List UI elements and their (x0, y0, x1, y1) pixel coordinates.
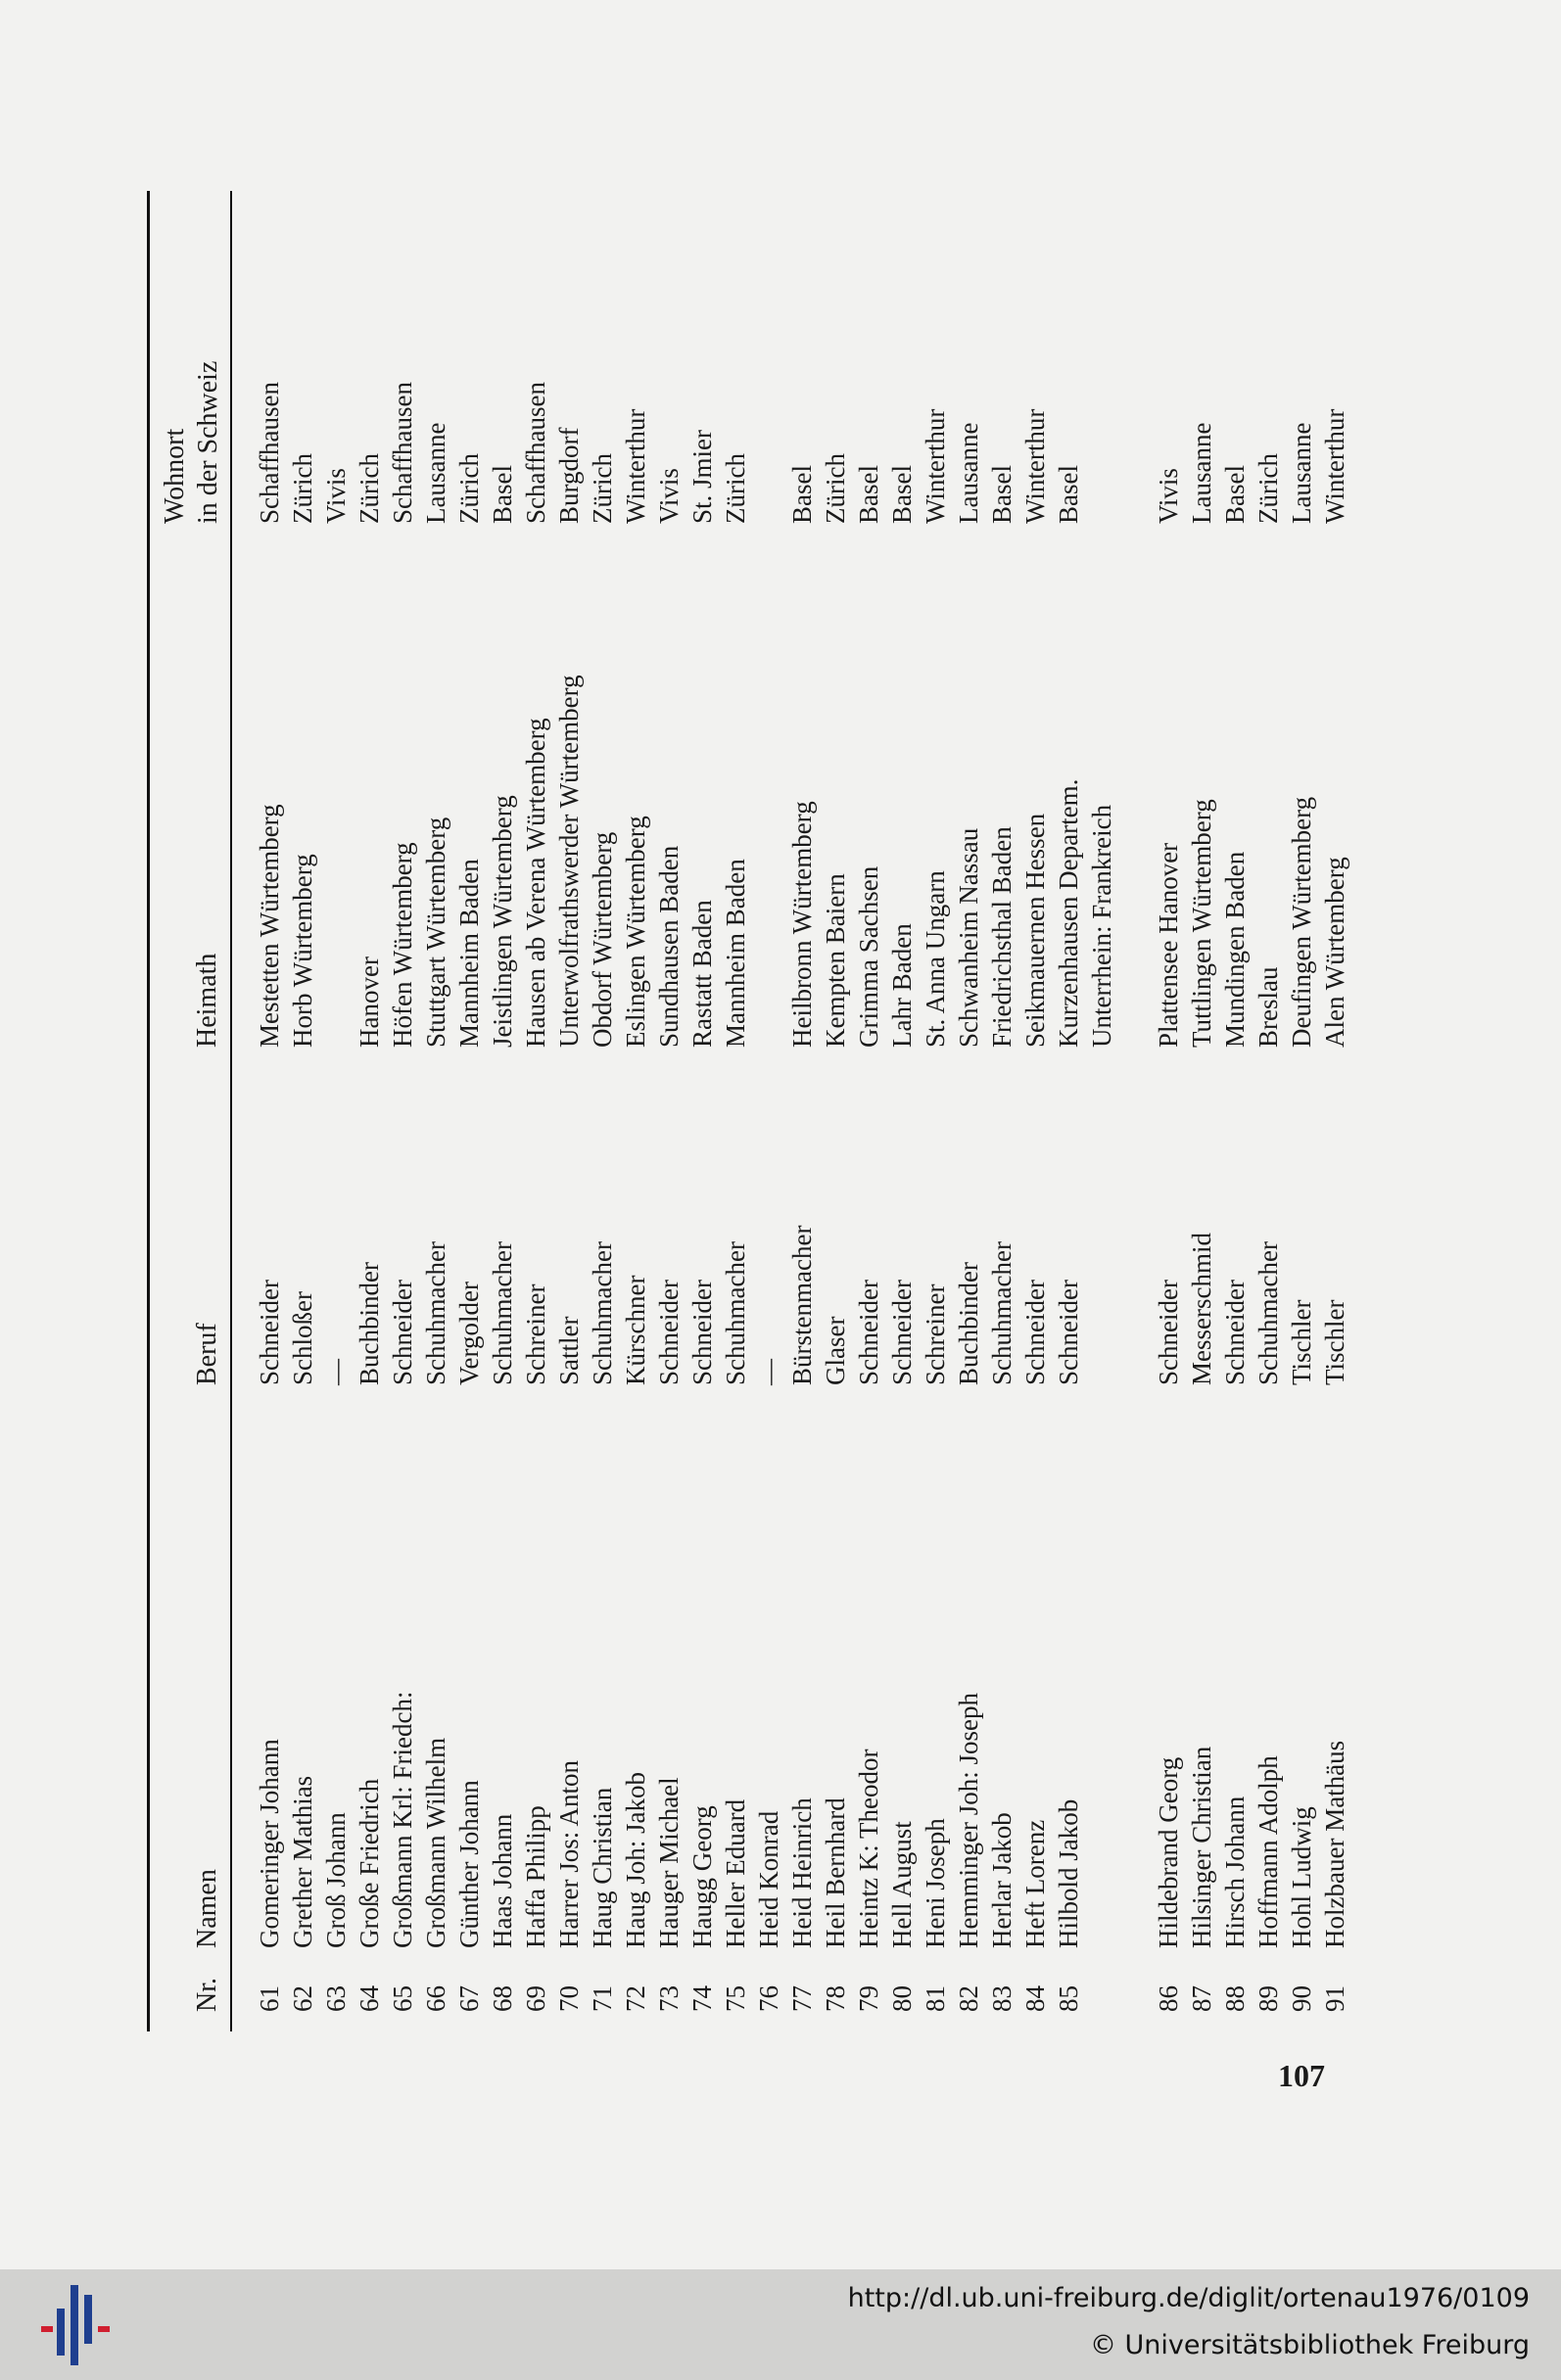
cell-beruf: Buchbinder (954, 1262, 983, 1385)
table-body (253, 191, 1351, 2031)
cell-beruf: Sattler (554, 1316, 584, 1385)
cell-beruf: Schneider (255, 1280, 284, 1385)
footer-url-link[interactable]: http://dl.ub.uni-freiburg.de/diglit/ortenau1976/0109 (847, 2283, 1530, 2313)
table-top-rule (147, 191, 150, 2031)
table-row (952, 191, 985, 2031)
cell-wohnort: Schaffhausen (521, 382, 550, 524)
header-heimath: Heimath (192, 953, 222, 1048)
cell-name: Hell August (887, 1821, 917, 1948)
table-row (419, 191, 452, 2031)
cell-name: Heil Bernhard (821, 1797, 850, 1948)
cell-nr: 91 (1320, 1985, 1349, 2012)
cell-name: Günther Johann (454, 1780, 484, 1948)
cell-wohnort: Lausanne (954, 422, 983, 524)
header-nr: Nr. (192, 1978, 222, 2012)
cell-name: Herlar Jakob (987, 1812, 1017, 1948)
cell-beruf: Schneider (887, 1280, 917, 1385)
table-row (1285, 191, 1318, 2031)
cell-wohnort: Winterthur (1020, 408, 1050, 524)
cell-nr: 85 (1054, 1985, 1083, 2012)
cell-name: Grether Mathias (288, 1775, 317, 1948)
cell-name: Heni Joseph (921, 1818, 950, 1948)
cell-wohnort: Vivis (1154, 468, 1183, 524)
cell-name: Großmann Wilhelm (421, 1737, 450, 1948)
cell-nr: 77 (787, 1985, 817, 2012)
cell-name: Hirsch Johann (1220, 1796, 1250, 1948)
cell-beruf: Schneider (388, 1280, 417, 1385)
cell-heimath: Rastatt Baden (687, 900, 717, 1048)
cell-heimath: Mannheim Baden (721, 859, 750, 1048)
table-row (1185, 191, 1218, 2031)
cell-name: Holzbauer Mathäus (1320, 1740, 1349, 1948)
cell-beruf: Schneider (1020, 1280, 1050, 1385)
cell-nr: 88 (1220, 1985, 1250, 2012)
cell-beruf: Schneider (1220, 1280, 1250, 1385)
cell-nr: 67 (454, 1985, 484, 2012)
cell-beruf: Messerschmid (1187, 1233, 1216, 1385)
cell-nr: 89 (1254, 1985, 1283, 2012)
table-row (1152, 191, 1185, 2031)
cell-name: Hoffmann Adolph (1254, 1755, 1283, 1948)
table-row (1018, 191, 1052, 2031)
cell-wohnort: Burgdorf (554, 427, 584, 524)
table-row (452, 191, 486, 2031)
cell-name: Haas Johann (488, 1813, 517, 1948)
table-row (686, 191, 719, 2031)
cell-name: Hilbold Jakob (1054, 1798, 1083, 1948)
cell-name: Haffa Philipp (521, 1805, 550, 1948)
cell-beruf: Glaser (821, 1316, 850, 1385)
table-header-rule (230, 191, 232, 2031)
cell-name: Heid Konrad (754, 1810, 783, 1948)
table-row (286, 191, 319, 2031)
cell-beruf: Tischler (1320, 1299, 1349, 1385)
cell-nr: 72 (621, 1985, 650, 2012)
table-row (619, 191, 652, 2031)
cell-heimath: Grimma Sachsen (854, 865, 883, 1048)
cell-nr: 76 (754, 1985, 783, 2012)
cell-nr: 65 (388, 1985, 417, 2012)
cell-name: Große Friedrich (355, 1778, 384, 1948)
cell-heimath: Seikmauernen Hessen (1020, 813, 1050, 1048)
cell-beruf: — (321, 1359, 351, 1385)
cell-name: Hemminger Joh: Joseph (954, 1693, 983, 1948)
cell-heimath: Stuttgart Würtemberg (421, 817, 450, 1048)
cell-wohnort: Zürich (821, 453, 850, 524)
footer-copyright: © Universitätsbibliothek Freiburg (1089, 2330, 1530, 2360)
cell-heimath: St. Anna Ungarn (921, 870, 950, 1048)
cell-heimath: Friedrichsthal Baden (987, 826, 1017, 1048)
cell-heimath: Kurzenhausen Departem. (1054, 778, 1083, 1048)
cell-nr: 74 (687, 1985, 717, 2012)
cell-heimath: Hanover (355, 957, 384, 1048)
footer-bar (0, 2269, 1561, 2380)
cell-name: Heid Heinrich (787, 1797, 817, 1948)
cell-beruf: Schuhmacher (987, 1241, 1017, 1385)
cell-nr: 73 (654, 1985, 684, 2012)
cell-heimath: Eslingen Würtemberg (621, 816, 650, 1048)
cell-wohnort: Basel (987, 465, 1017, 524)
cell-wohnort: Basel (488, 465, 517, 524)
cell-nr: 78 (821, 1985, 850, 2012)
cell-nr: 70 (554, 1985, 584, 2012)
cell-nr: 82 (954, 1985, 983, 2012)
cell-nr: 84 (1020, 1985, 1050, 2012)
cell-beruf: Schneider (687, 1280, 717, 1385)
cell-name: Haug Joh: Jakob (621, 1772, 650, 1948)
cell-heimath: Plattensee Hanover (1154, 842, 1183, 1048)
cell-wohnort: Zürich (721, 453, 750, 524)
cell-beruf: Schuhmacher (721, 1241, 750, 1385)
cell-nr: 71 (588, 1985, 617, 2012)
cell-wohnort: Schaffhausen (388, 382, 417, 524)
cell-wohnort: Vivis (321, 468, 351, 524)
cell-wohnort: Lausanne (421, 422, 450, 524)
table-row (785, 191, 819, 2031)
header-beruf: Beruf (192, 1323, 222, 1385)
cell-name: Groß Johann (321, 1812, 351, 1948)
cell-heimath: Hausen ab Verena Würtemberg (521, 718, 550, 1048)
cell-beruf: Schloßer (288, 1291, 317, 1385)
cell-wohnort: Zürich (1254, 453, 1283, 524)
cell-heimath: Schwanheim Nassau (954, 827, 983, 1048)
table-row (919, 191, 952, 2031)
table-row (885, 191, 919, 2031)
table-row (819, 191, 852, 2031)
cell-beruf: Bürstenmacher (787, 1225, 817, 1385)
ub-freiburg-logo-icon (37, 2281, 116, 2369)
table-row (1218, 191, 1252, 2031)
cell-name: Heintz K: Theodor (854, 1749, 883, 1948)
cell-beruf: Kürschner (621, 1275, 650, 1385)
cell-name: Hildebrand Georg (1154, 1756, 1183, 1948)
table-row (386, 191, 419, 2031)
cell-wohnort: Lausanne (1187, 422, 1216, 524)
table-row (519, 191, 552, 2031)
cell-name: Haugg Georg (687, 1805, 717, 1948)
cell-wohnort: Winterthur (1320, 408, 1349, 524)
header-wohnort-line1: Wohnort (160, 428, 190, 524)
header-wohnort-line2: in der Schweiz (193, 360, 223, 524)
header-namen: Namen (192, 1869, 222, 1948)
cell-heimath: Mestetten Würtemberg (255, 804, 284, 1048)
cell-heimath: Mannheim Baden (454, 859, 484, 1048)
cell-beruf: Schneider (1154, 1280, 1183, 1385)
cell-heimath: Sundhausen Baden (654, 845, 684, 1048)
table-row (253, 191, 286, 2031)
header-wohnort (159, 361, 225, 524)
cell-wohnort: Zürich (588, 453, 617, 524)
cell-heimath: Kempten Baiern (821, 873, 850, 1048)
cell-heimath: Jeistlingen Würtemberg (488, 795, 517, 1048)
cell-name: Heller Eduard (721, 1798, 750, 1948)
cell-beruf: Schreiner (521, 1283, 550, 1385)
cell-nr: 81 (921, 1985, 950, 2012)
table-row (486, 191, 519, 2031)
cell-heimath: Höfen Würtemberg (388, 842, 417, 1048)
cell-nr: 68 (488, 1985, 517, 2012)
cell-beruf: Schreiner (921, 1283, 950, 1385)
table-row (1318, 191, 1351, 2031)
cell-name: Hohl Ludwig (1287, 1806, 1316, 1948)
cell-nr: 64 (355, 1985, 384, 2012)
cell-heimath: Alen Würtemberg (1320, 857, 1349, 1048)
cell-nr: 80 (887, 1985, 917, 2012)
cell-nr: 90 (1287, 1985, 1316, 2012)
cell-wohnort: Basel (1220, 465, 1250, 524)
table-row (552, 191, 586, 2031)
cell-name: Haug Christian (588, 1787, 617, 1948)
cell-wohnort: Zürich (288, 453, 317, 524)
cell-beruf: Vergolder (454, 1282, 484, 1385)
cell-beruf: Schuhmacher (1254, 1241, 1283, 1385)
cell-beruf: Schuhmacher (588, 1241, 617, 1385)
cell-wohnort: Zürich (355, 453, 384, 524)
cell-nr: 69 (521, 1985, 550, 2012)
cell-heimath: Unterrhein: Frankreich (1087, 804, 1116, 1048)
table-row (752, 191, 785, 2031)
table-row (985, 191, 1018, 2031)
cell-wohnort: Schaffhausen (255, 382, 284, 524)
cell-beruf: Schneider (654, 1280, 684, 1385)
cell-nr: 87 (1187, 1985, 1216, 2012)
cell-heimath: Obdorf Würtemberg (588, 831, 617, 1048)
cell-beruf: Schuhmacher (421, 1241, 450, 1385)
table-row (719, 191, 752, 2031)
cell-wohnort: Basel (887, 465, 917, 524)
table-row (1252, 191, 1285, 2031)
cell-nr: 79 (854, 1985, 883, 2012)
cell-nr: 83 (987, 1985, 1017, 2012)
cell-heimath: Unterwolfrathswerder Würtemberg (554, 675, 584, 1048)
cell-wohnort: Winterthur (621, 408, 650, 524)
cell-nr: 66 (421, 1985, 450, 2012)
cell-heimath: Heilbronn Würtemberg (787, 801, 817, 1048)
cell-nr: 75 (721, 1985, 750, 2012)
cell-wohnort: Vivis (654, 468, 684, 524)
cell-nr: 62 (288, 1985, 317, 2012)
cell-wohnort: Basel (854, 465, 883, 524)
cell-heimath: Deufingen Würtemberg (1287, 796, 1316, 1048)
cell-wohnort: Winterthur (921, 408, 950, 524)
cell-wohnort: Basel (1054, 465, 1083, 524)
cell-nr: 63 (321, 1985, 351, 2012)
cell-nr: 86 (1154, 1985, 1183, 2012)
table-row (1085, 191, 1118, 2031)
cell-name: Großmann Krl: Friedch: (388, 1691, 417, 1948)
cell-beruf: — (754, 1359, 783, 1385)
cell-wohnort: St. Jmier (687, 429, 717, 524)
cell-wohnort: Basel (787, 465, 817, 524)
table-row (586, 191, 619, 2031)
cell-wohnort: Lausanne (1287, 422, 1316, 524)
rotated-table (137, 191, 1349, 2031)
table-row (1052, 191, 1085, 2031)
cell-heimath: Mundingen Baden (1220, 851, 1250, 1048)
cell-name: Hilsinger Christian (1187, 1746, 1216, 1948)
cell-wohnort: Zürich (454, 453, 484, 524)
table-row (652, 191, 686, 2031)
cell-name: Gomeringer Johann (255, 1739, 284, 1948)
cell-nr: 61 (255, 1985, 284, 2012)
cell-name: Hauger Michael (654, 1777, 684, 1948)
cell-name: Harrer Jos: Anton (554, 1760, 584, 1948)
cell-heimath: Tuttlingen Würtemberg (1187, 799, 1216, 1048)
cell-name: Heft Lorenz (1020, 1819, 1050, 1948)
table-row (852, 191, 885, 2031)
cell-beruf: Schneider (1054, 1280, 1083, 1385)
cell-beruf: Schuhmacher (488, 1241, 517, 1385)
cell-heimath: Horb Würtemberg (288, 854, 317, 1048)
cell-beruf: Tischler (1287, 1299, 1316, 1385)
cell-heimath: Breslau (1254, 966, 1283, 1048)
cell-heimath: Lahr Baden (887, 923, 917, 1048)
table-row (319, 191, 353, 2031)
page-number: 107 (1278, 2058, 1325, 2093)
cell-beruf: Schneider (854, 1280, 883, 1385)
table-row (353, 191, 386, 2031)
cell-beruf: Buchbinder (355, 1262, 384, 1385)
